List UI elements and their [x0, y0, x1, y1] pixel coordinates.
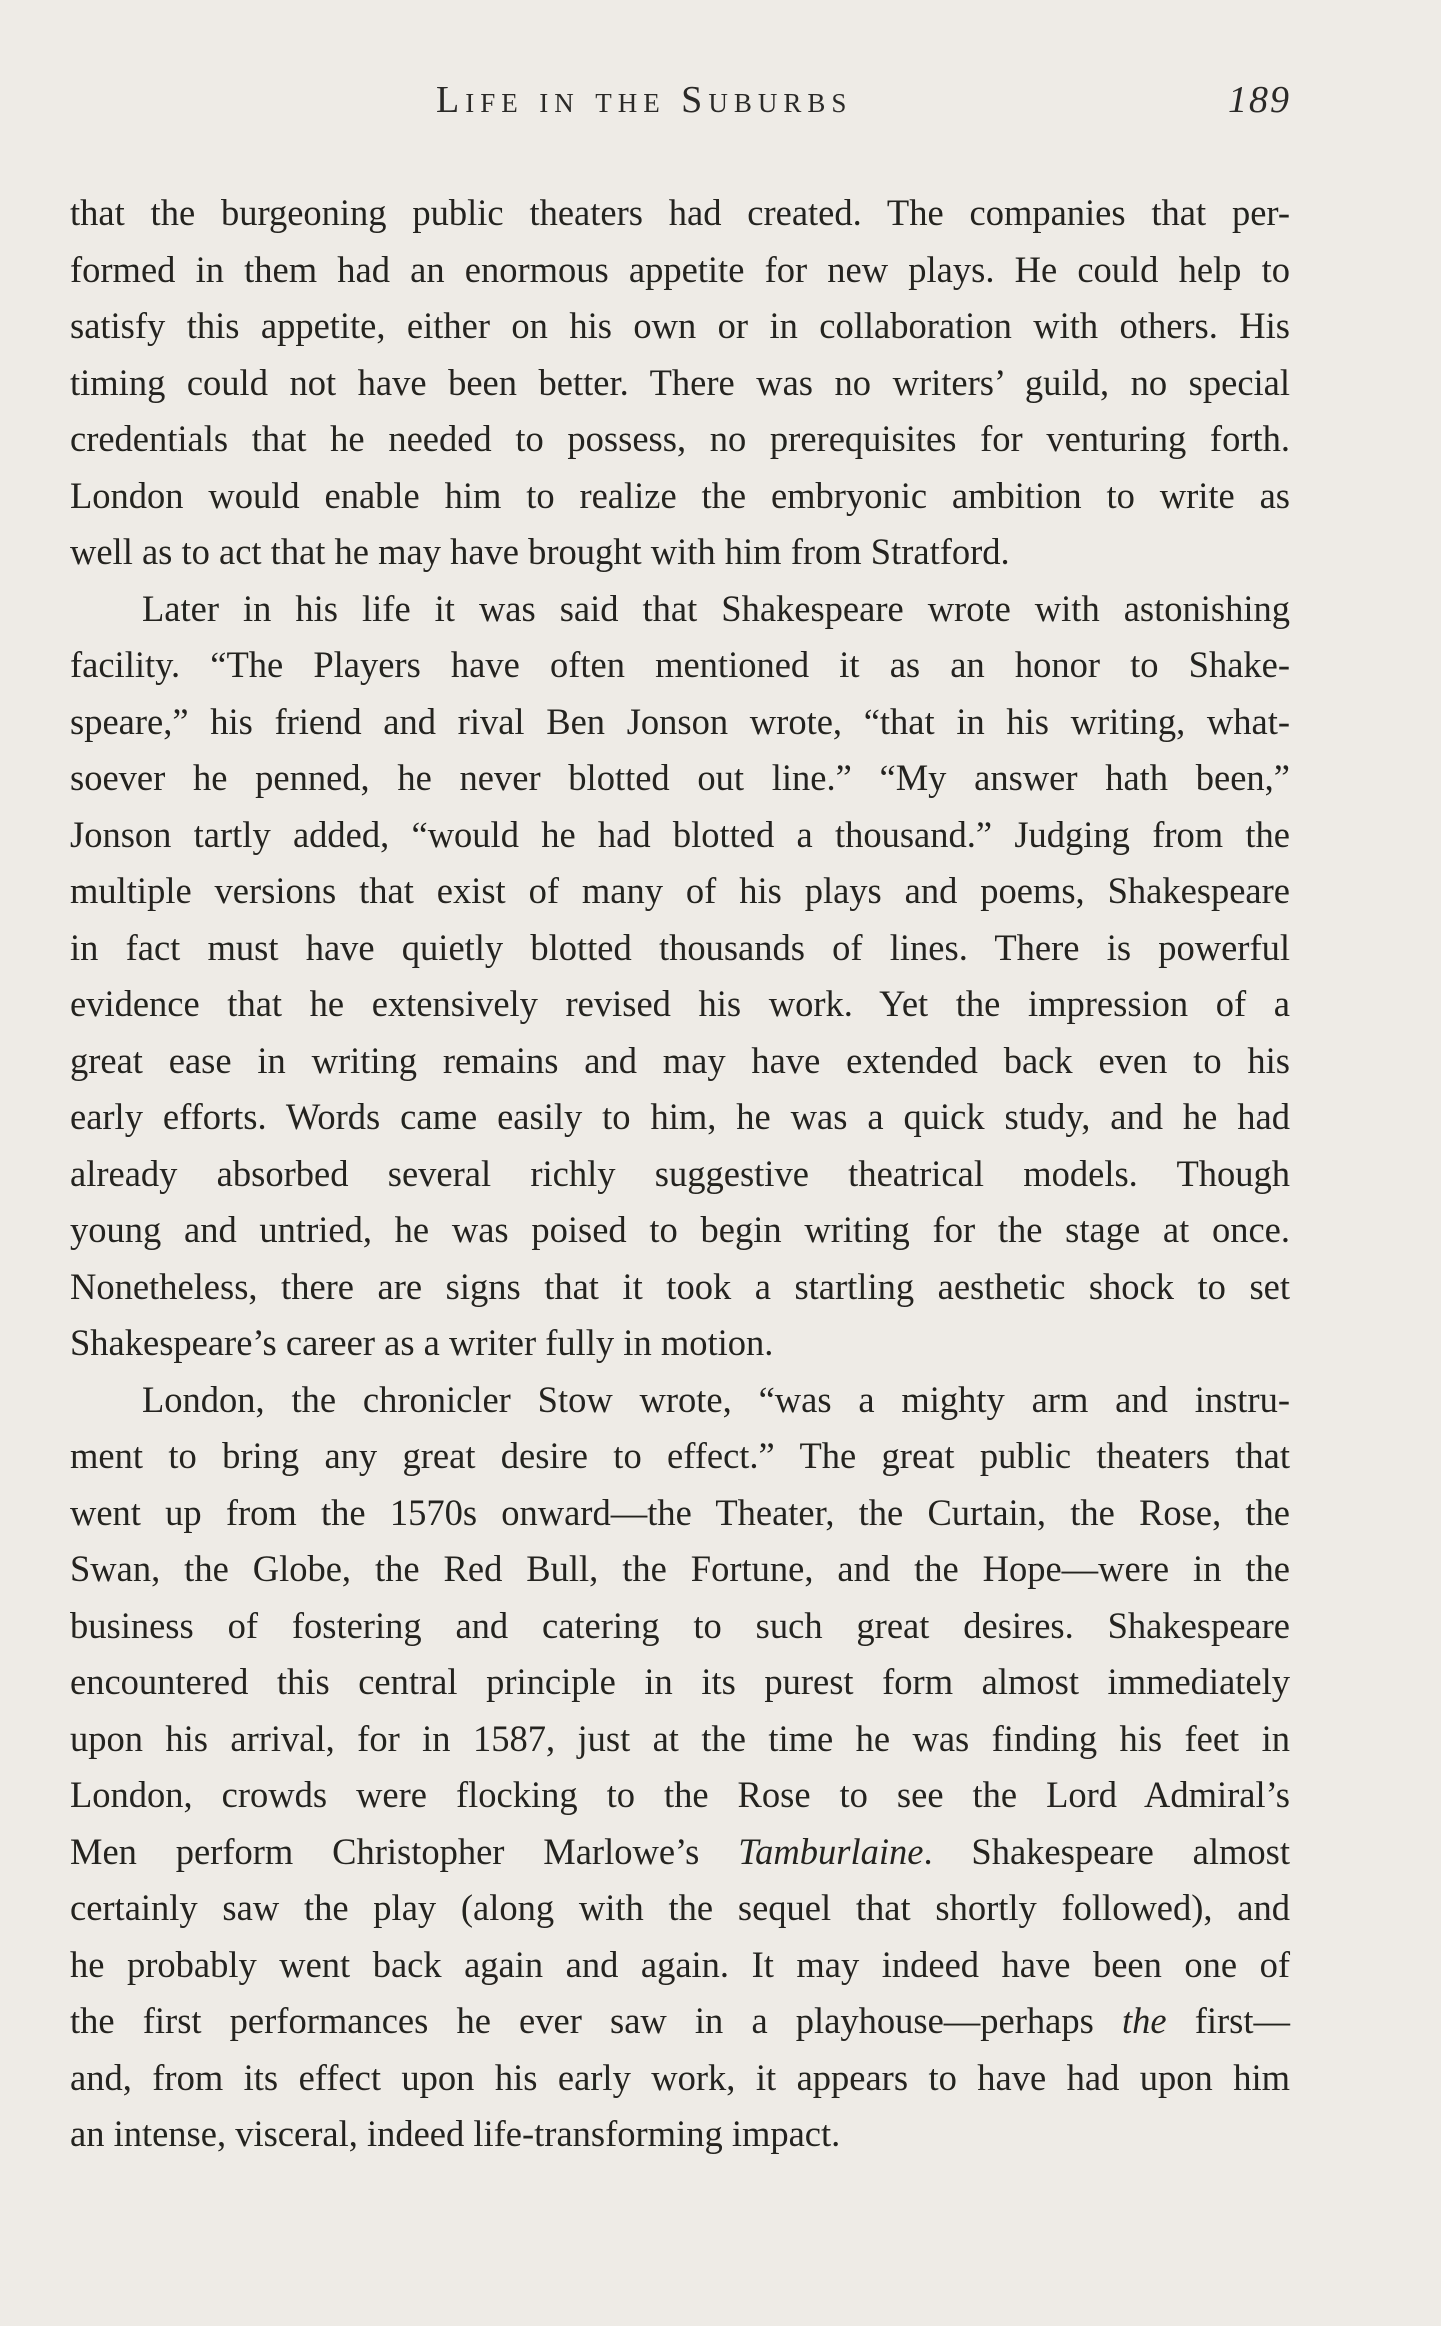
- text-run: first—: [1166, 2000, 1290, 2041]
- text-line: formed in them had an enormous appetite for new plays. He could help to: [70, 248, 1290, 290]
- text-line: facility. “The Players have often mentioned it as an honor to Shake-: [70, 644, 1290, 685]
- text-line: early efforts. Words came easily to him, he was a quick study, and he had: [70, 1096, 1290, 1137]
- text-line: already absorbed several richly suggestive theatrical models. Though: [70, 1152, 1290, 1194]
- text-line: in fact must have quietly blotted thousands of lines. There is powerful: [70, 926, 1290, 968]
- paragraph-1: [70, 185, 1290, 581]
- text-run: the first performances he ever saw in a playhouse—perhaps: [70, 2000, 1122, 2041]
- text-line-the-first: [70, 1993, 1290, 2050]
- text-run: . Shakespeare almost: [923, 1830, 1290, 1872]
- text-line: Swan, the Globe, the Red Bull, the Fortune, and the Hope—were in the: [70, 1548, 1290, 1589]
- text-line: went up from the 1570s onward—the Theater, the Curtain, the Rose, the: [70, 1491, 1290, 1533]
- text-line: London, crowds were flocking to the Rose to see the Lord Admiral’s: [70, 1774, 1290, 1815]
- text-line: credentials that he needed to possess, no prerequisites for venturing forth.: [70, 418, 1290, 459]
- text-line: he probably went back again and again. It may indeed have been one of: [70, 1943, 1290, 1985]
- paragraph-3: [70, 1372, 1290, 2163]
- text-line: and, from its effect upon his early work, it appears to have had upon him: [70, 2056, 1290, 2098]
- text-run: Men perform Christopher Marlowe’s: [70, 1830, 739, 1872]
- text-line: timing could not have been better. There was no writers’ guild, no special: [70, 361, 1290, 403]
- text-line: ment to bring any great desire to effect.” The great public theaters that: [70, 1435, 1290, 1476]
- italic-emphasis: the: [1121, 2000, 1167, 2041]
- text-line: evidence that he extensively revised his work. Yet the impression of a: [70, 983, 1290, 1024]
- text-line: certainly saw the play (along with the sequel that shortly followed), and: [70, 1887, 1290, 1928]
- text-line: upon his arrival, for in 1587, just at the time he was finding his feet in: [70, 1717, 1290, 1759]
- text-line: Jonson tartly added, “would he had blotted a thousand.” Judging from the: [70, 813, 1290, 855]
- body-text: [70, 185, 1290, 2163]
- text-line: London, the chronicler Stow wrote, “was a mighty arm and instru-: [142, 1378, 1290, 1420]
- text-line: encountered this central principle in its purest form almost immediately: [70, 1661, 1290, 1702]
- text-line: young and untried, he was poised to begin writing for the stage at once.: [70, 1209, 1290, 1250]
- running-title: Life in the Suburbs: [436, 79, 853, 121]
- text-line: Shakespeare’s career as a writer fully in motion.: [70, 1322, 774, 1363]
- running-head: [0, 78, 1441, 128]
- text-line: Nonetheless, there are signs that it took a startling aesthetic shock to set: [70, 1265, 1290, 1307]
- text-line: soever he penned, he never blotted out line.” “My answer hath been,”: [70, 757, 1290, 798]
- page-number: 189: [1228, 79, 1291, 121]
- italic-title: Tamburlaine: [738, 1830, 924, 1872]
- text-line: speare,” his friend and rival Ben Jonson wrote, “that in his writing, what-: [70, 700, 1290, 742]
- text-line: business of fostering and catering to such great desires. Shakespeare: [70, 1604, 1290, 1646]
- text-line: an intense, visceral, indeed life-transforming impact.: [70, 2113, 841, 2154]
- text-line-tamburlaine: [70, 1824, 1290, 1881]
- text-line: multiple versions that exist of many of his plays and poems, Shakespeare: [70, 870, 1290, 911]
- text-line: satisfy this appetite, either on his own or in collaboration with others. His: [70, 305, 1290, 346]
- text-line: great ease in writing remains and may have extended back even to his: [70, 1039, 1290, 1081]
- text-line: well as to act that he may have brought with him from Stratford.: [70, 531, 1010, 572]
- text-line: Later in his life it was said that Shakespeare wrote with astonishing: [142, 587, 1290, 629]
- paragraph-2: [70, 581, 1290, 1372]
- text-line: that the burgeoning public theaters had created. The companies that per-: [70, 192, 1290, 233]
- text-line: London would enable him to realize the embryonic ambition to write as: [70, 474, 1290, 516]
